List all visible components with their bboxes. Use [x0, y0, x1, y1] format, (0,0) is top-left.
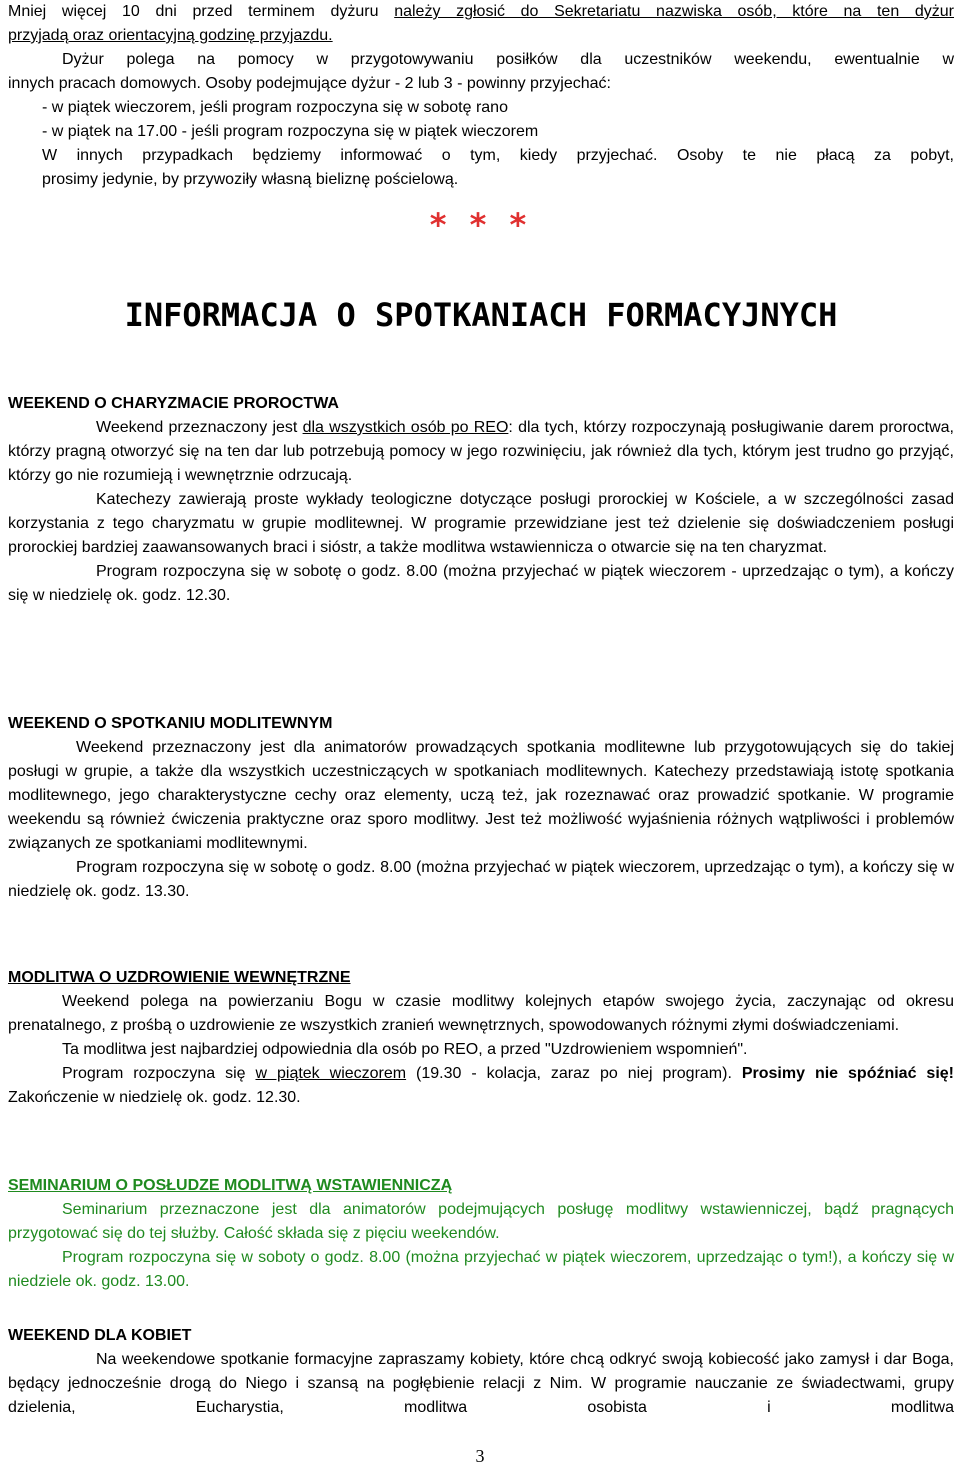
- section-uzdrowienie-wewnetrzne: [8, 966, 954, 1110]
- section-title: WEEKEND DLA KOBIET: [8, 1327, 192, 1344]
- section-paragraph: Program rozpoczyna się w sobotę o godz. 8.00 (można przyjechać w piątek wieczorem, uprzedzając o tym), a kończy się w niedzielę ok. godz. 13.30.: [8, 859, 954, 900]
- underlined-text: w piątek wieczorem: [255, 1065, 407, 1082]
- section-title: MODLITWA O UZDROWIENIE WEWNĘTRZNE: [8, 969, 351, 986]
- intro-line-3: Dyżur polega na pomocy w przygotowywaniu posiłków dla uczestników weekendu, ewentualnie w: [62, 51, 954, 68]
- section-paragraph: [8, 416, 954, 488]
- section-spotkanie-modlitewne: [8, 712, 954, 904]
- paragraph-text: posługiwanie darem proroctwa, którzy pragną otworzyć się na ten dar lub potrzebują pomocy w jego rozwinięciu, jak również dla tych, którym jest trudno go przyjąć, którzy go nie rozumieją i wewnętrznie odrzucają.: [8, 419, 954, 484]
- page-number: 3: [475, 1446, 485, 1466]
- section-weekend-dla-kobiet: [8, 1324, 954, 1420]
- intro-line-4: innych pracach domowych. Osoby podejmujące dyżur - 2 lub 3 - powinny przyjechać:: [8, 75, 611, 92]
- underlined-text: dla wszystkich osób po REO: [302, 419, 509, 436]
- paragraph-text: (19.30 - kolacja, zaraz po niej program).: [406, 1065, 742, 1082]
- paragraph-text: : dla tych, którzy rozpoczynają: [508, 419, 726, 436]
- section-title: WEEKEND O SPOTKANIU MODLITEWNYM: [8, 715, 333, 732]
- bold-text: Prosimy nie spóźniać się!: [741, 1065, 955, 1082]
- section-charyzmat-proroctwa: [8, 392, 954, 608]
- intro-line-8: prosimy jedynie, by przywoziły własną bieliznę pościelową.: [42, 171, 459, 188]
- intro-line-2: [8, 24, 954, 48]
- main-title: INFORMACJA O SPOTKANIACH FORMACYJNYCH: [124, 296, 838, 334]
- intro-text: Mniej więcej 10 dni przed terminem dyżuru: [8, 3, 395, 20]
- intro-line-7: W innych przypadkach będziemy informować o tym, kiedy przyjechać. Osoby te nie płacą za pobyt,: [42, 147, 954, 164]
- intro-line-5: - w piątek wieczorem, jeśli program rozpoczyna się w sobotę rano: [42, 99, 508, 116]
- intro-line-1: [8, 0, 954, 24]
- paragraph-text: Weekend przeznaczony jest: [96, 419, 303, 436]
- section-title: WEEKEND O CHARYZMACIE PROROCTWA: [8, 395, 339, 412]
- section-divider-stars: * * *: [429, 206, 533, 244]
- section-paragraph: Ta modlitwa jest najbardziej odpowiednia dla osób po REO, a przed "Uzdrowieniem wspomnień".: [62, 1041, 748, 1058]
- section-seminarium: [8, 1174, 954, 1294]
- section-paragraph: Seminarium przeznaczone jest dla animatorów podejmujących posługę modlitwy wstawienniczej, bądź pragnących przygotować się do tej służby. Całość składa się z pięciu weekendów.: [8, 1201, 954, 1242]
- intro-underlined-text: należy zgłosić do Sekretariatu nazwiska osób, które na ten dyżur: [394, 3, 955, 20]
- paragraph-text: Program rozpoczyna się: [62, 1065, 256, 1082]
- section-paragraph: Program rozpoczyna się w sobotę o godz. 8.00 (można przyjechać w piątek wieczorem - uprzedzając o tym), a kończy się w niedzielę ok. godz. 12.30.: [8, 563, 954, 604]
- section-paragraph: Program rozpoczyna się w soboty o godz. 8.00 (można przyjechać w piątek wieczorem, uprzedzając o tym!), a kończy się w niedziele ok. godz. 13.00.: [8, 1249, 954, 1290]
- intro-line-6: - w piątek na 17.00 - jeśli program rozpoczyna się w piątek wieczorem: [42, 123, 539, 140]
- section-paragraph: Weekend polega na powierzaniu Bogu w czasie modlitwy kolejnych etapów swojego życia, zaczynając od okresu prenatalnego, z prośbą o uzdrowienie ze wszystkich zranień wewnętrznych, spowodowanych różnymi złymi doświadczeniami.: [8, 993, 954, 1034]
- section-paragraph: Na weekendowe spotkanie formacyjne zapraszamy kobiety, które chcą odkryć swoją kobiecość jako zamysł i dar Boga, będący jednocześnie drogą do Niego i szansą na pogłębienie relacji z Nim. W programie nauczanie ze świadectwami, grupy dzielenia, Eucharystia, modlitwa osobista i modlitwa: [8, 1351, 954, 1416]
- paragraph-text: Zakończenie w niedzielę ok. godz. 12.30.: [8, 1089, 301, 1106]
- section-paragraph: Weekend przeznaczony jest dla animatorów prowadzących spotkania modlitewne lub przygotowujących się do takiej posługi w grupie, a także dla wszystkich uczestniczących w spotkaniach modlitewnych. Katechezy przedstawiają istotę spotkania modlitewnego, jego charakterystyczne cechy oraz elementy, uczą też, jak rozeznawać oraz prowadzić spotkanie. W programie weekendu są również ćwiczenia praktyczne oraz sporo modlitwy. Jest też możliwość wyjaśnienia różnych wątpliwości i problemów związanych ze spotkaniami modlitewnymi.: [8, 739, 954, 852]
- intro-section: [8, 0, 954, 192]
- section-paragraph: Katechezy zawierają proste wykłady teologiczne dotyczące posługi prorockiej w Kościele, a w szczególności zasad korzystania z tego charyzmatu w grupie modlitewnej. W programie przewidziane jest też dzielenie się doświadczeniem posługi prorockiej bardziej zaawansowanych braci i sióstr, a także modlitwa wstawiennicza o otwarcie się na ten charyzmat.: [8, 491, 954, 556]
- section-paragraph: [8, 1062, 954, 1110]
- section-title: SEMINARIUM O POSŁUDZE MODLITWĄ WSTAWIENNICZĄ: [8, 1177, 453, 1194]
- intro-underlined-text-2: przyjadą oraz orientacyjną godzinę przyjazdu.: [8, 27, 333, 44]
